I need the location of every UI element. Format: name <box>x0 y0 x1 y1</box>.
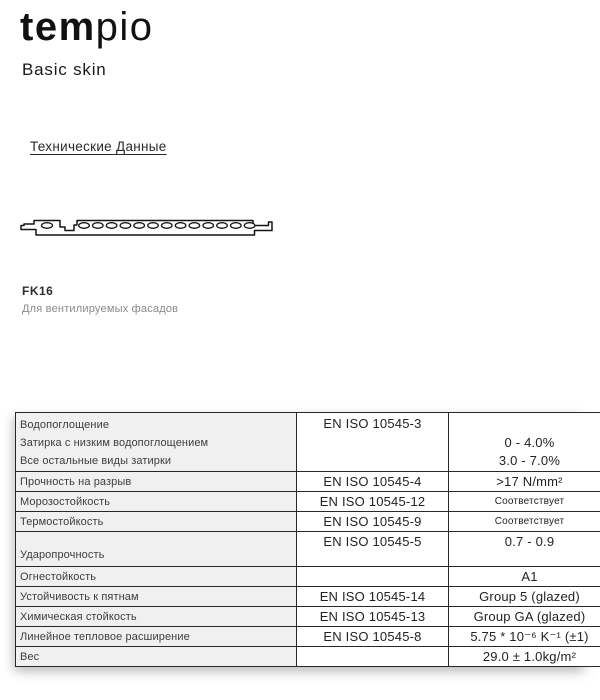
spec-value-cell: A1 <box>449 567 600 587</box>
spec-standard-cell: EN ISO 10545-12 <box>297 492 449 512</box>
product-code: FK16 <box>22 284 54 298</box>
spec-standard-cell: EN ISO 10545-9 <box>297 512 449 532</box>
brand-logo-light: pio <box>95 5 154 49</box>
section-heading: Технические Данные <box>30 139 167 154</box>
spec-table-body <box>16 413 600 667</box>
spec-value-cell: Group 5 (glazed) <box>449 587 600 607</box>
product-description: Для вентилируемых фасадов <box>22 303 179 315</box>
spec-value-cell <box>449 413 600 472</box>
spec-table <box>15 412 589 667</box>
spec-label-line: Водопоглощение <box>20 419 110 431</box>
spec-standard-cell: EN ISO 10545-5 <box>297 532 449 567</box>
spec-label-line: Затирка с низким водопоглощением <box>20 437 209 449</box>
spec-standard-cell <box>297 567 449 587</box>
spec-label-cell: Морозостойкость <box>16 492 297 512</box>
spec-standard-cell: EN ISO 10545-8 <box>297 627 449 647</box>
spec-label-line: Все остальные виды затирки <box>20 455 172 467</box>
spec-value-cell: 29.0 ± 1.0kg/m² <box>449 647 600 667</box>
product-line-subtitle: Basic skin <box>22 60 107 79</box>
spec-standard-cell: EN ISO 10545-3 <box>297 413 449 472</box>
spec-value-cell: Соответствует <box>449 512 600 532</box>
spec-value-cell: 5.75 * 10⁻⁶ K⁻¹ (±1) <box>449 627 600 647</box>
table-row <box>16 413 600 472</box>
brand-logo <box>20 5 154 49</box>
spec-value-cell: 0.7 - 0.9 <box>449 532 600 567</box>
table-row <box>16 512 600 532</box>
table-row <box>16 627 600 647</box>
table-row <box>16 472 600 492</box>
table-row <box>16 607 600 627</box>
table-row <box>16 492 600 512</box>
spec-label-cell: Прочность на разрыв <box>16 472 297 492</box>
spec-label-cell <box>16 413 297 472</box>
spec-value-cell: Соответствует <box>449 492 600 512</box>
spec-label-cell: Линейное тепловое расширение <box>16 627 297 647</box>
table-row <box>16 567 600 587</box>
spec-standard-cell <box>297 647 449 667</box>
table-row <box>16 532 600 567</box>
spec-value-line: 3.0 - 7.0% <box>498 453 561 468</box>
spec-value-line <box>453 416 600 434</box>
spec-label-cell: Огнестойкость <box>16 567 297 587</box>
spec-label-cell: Устойчивость к пятнам <box>16 587 297 607</box>
spec-label-cell: Термостойкость <box>16 512 297 532</box>
spec-value-cell: >17 N/mm² <box>449 472 600 492</box>
table-row <box>16 587 600 607</box>
spec-standard-cell: EN ISO 10545-4 <box>297 472 449 492</box>
spec-standard-cell: EN ISO 10545-13 <box>297 607 449 627</box>
spec-standard-cell: EN ISO 10545-14 <box>297 587 449 607</box>
table-row <box>16 647 600 667</box>
spec-value-cell: Group GA (glazed) <box>449 607 600 627</box>
brand-logo-bold: tem <box>20 5 96 49</box>
spec-label-cell: Вес <box>16 647 297 667</box>
spec-label-cell: Химическая стойкость <box>16 607 297 627</box>
spec-label-cell: Ударопрочность <box>16 532 297 567</box>
spec-value-line: 0 - 4.0% <box>504 435 555 450</box>
panel-profile-drawing <box>16 215 278 245</box>
